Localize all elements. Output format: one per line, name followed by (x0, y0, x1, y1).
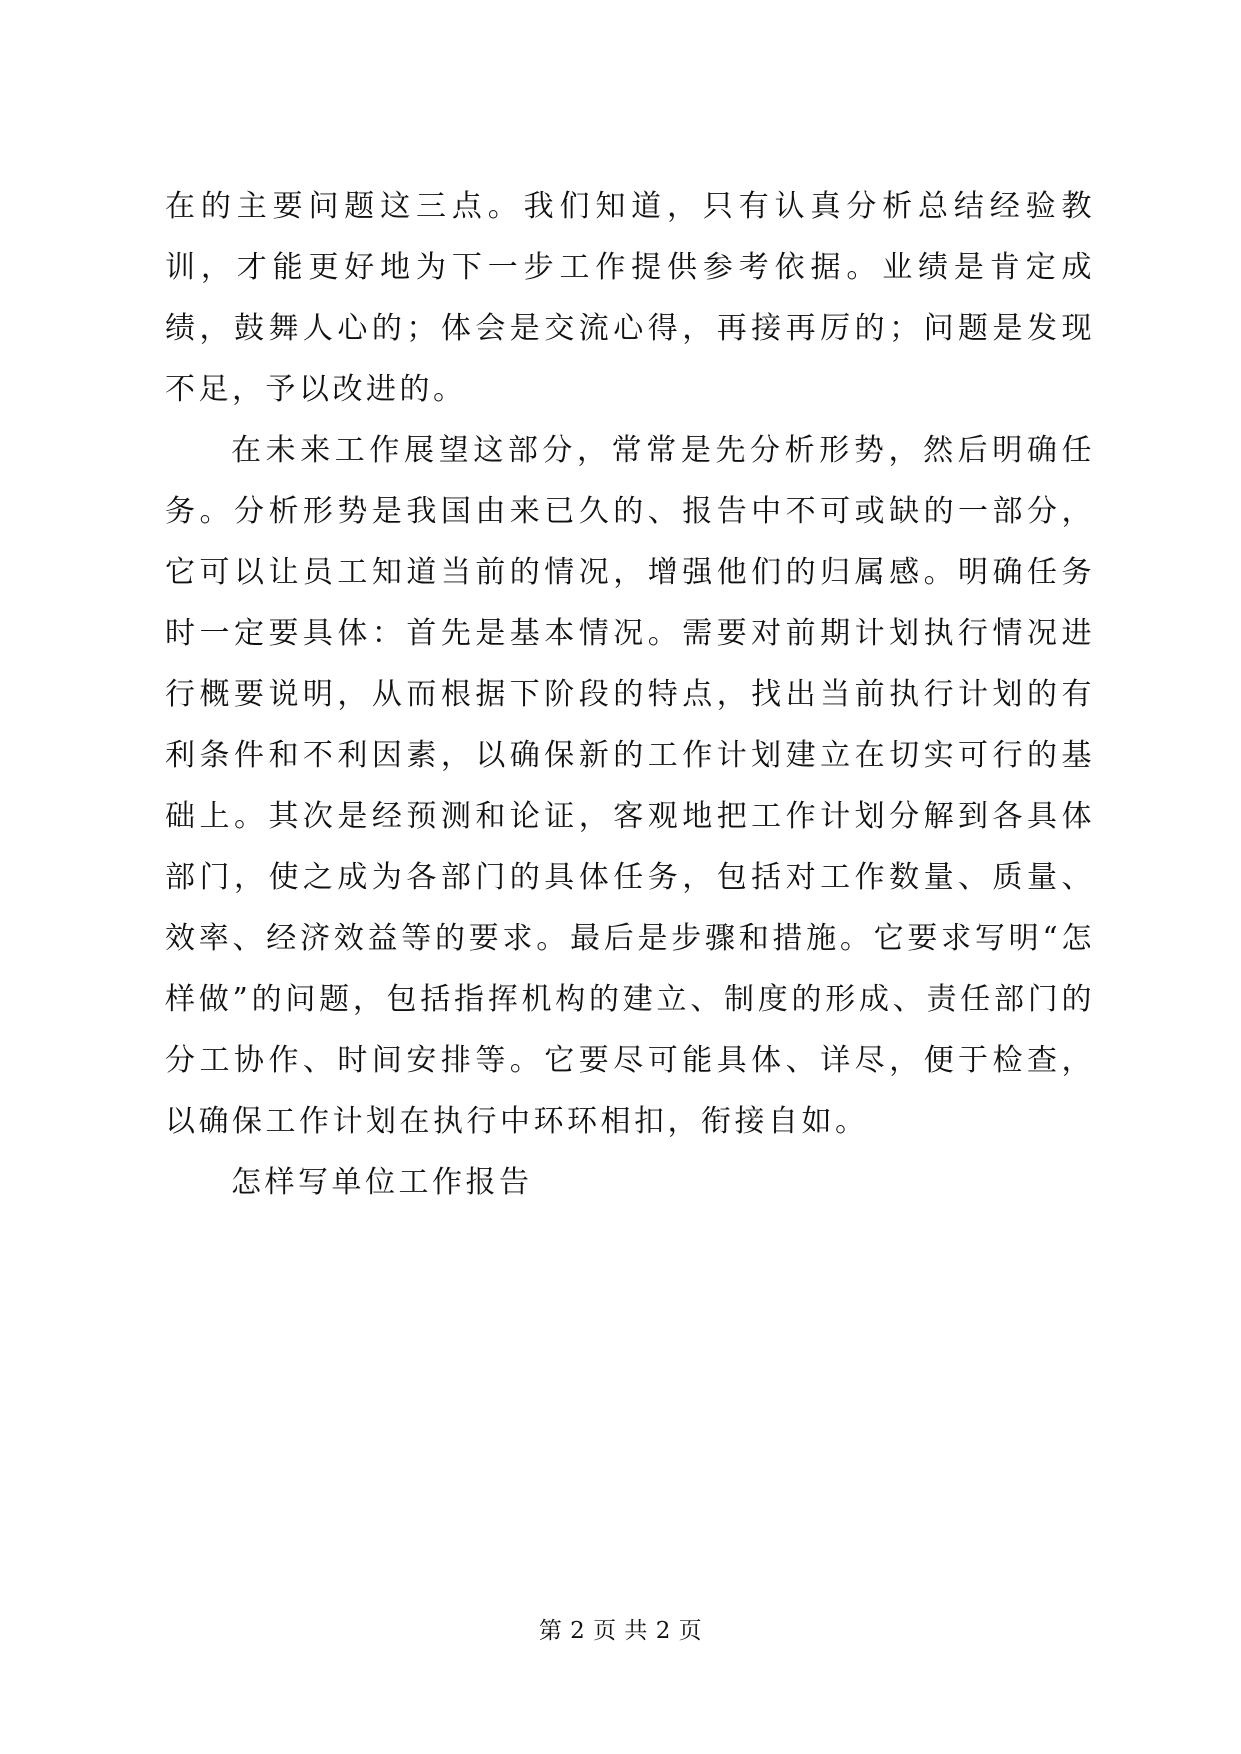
page-footer: 第 2 页 共 2 页 (538, 1618, 703, 1644)
document-body (165, 176, 1095, 1213)
paragraph-continuation: 在的主要问题这三点。我们知道，只有认真分析总结经验教训，才能更好地为下一步工作提供参考依据。业绩是肯定成绩，鼓舞人心的；体会是交流心得，再接再厉的；问题是发现不足，予以改进的。 (165, 189, 1095, 407)
paragraph-future-outlook: 在未来工作展望这部分，常常是先分析形势，然后明确任务。分析形势是我国由来已久的、报告中不可或缺的一部分，它可以让员工知道当前的情况，增强他们的归属感。明确任务时一定要具体：首先是基本情况。需要对前期计划执行情况进行概要说明，从而根据下阶段的特点，找出当前执行计划的有利条件和不利因素，以确保新的工作计划建立在切实可行的基础上。其次是经预测和论证，客观地把工作计划分解到各具体部门，使之成为各部门的具体任务，包括对工作数量、质量、效率、经济效益等的要求。最后是步骤和措施。它要求写明“怎样做”的问题，包括指挥机构的建立、制度的形成、责任部门的分工协作、时间安排等。它要尽可能具体、详尽，便于检查，以确保工作计划在执行中环环相扣，衔接自如。 (165, 433, 1095, 1139)
paragraph-title-line: 怎样写单位工作报告 (231, 1165, 533, 1200)
